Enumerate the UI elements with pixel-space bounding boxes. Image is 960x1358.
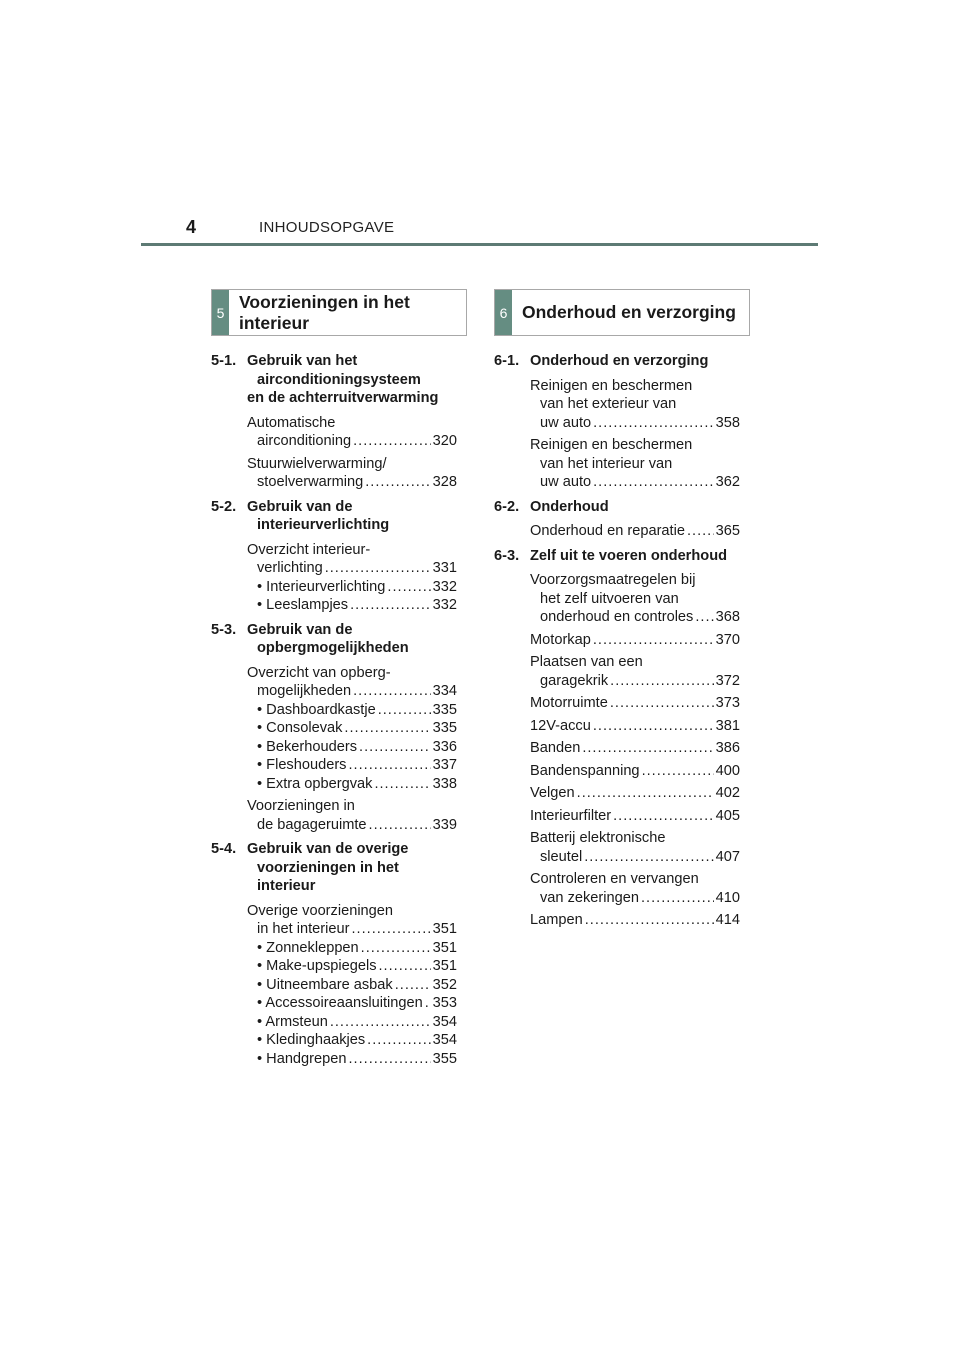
- toc-entry[interactable]: Batterij elektronische sleutel ..... 407: [530, 829, 740, 866]
- toc-entry[interactable]: Overige voorzieningen in het interieur ..... 351 • Zonnekleppen ..... 351 • Make-upspiegels ..... 351 • Uitneembare asbak ..... 352 • Accessoireaansluitingen ..... 353 • Armsteun ..... 354 • Kledinghaakjes ..... 354 • Handgrepen ..... 355: [247, 902, 457, 1069]
- toc-entry[interactable]: Voorzieningen in de bagageruimte ..... 339: [247, 797, 457, 834]
- toc-entry[interactable]: Reinigen en beschermen van het exterieur van uw auto ..... 358: [530, 377, 740, 433]
- chapter-6-title: Onderhoud en verzorging: [522, 302, 736, 322]
- toc-entry[interactable]: Bandenspanning ..... 400: [530, 762, 740, 781]
- toc-entry[interactable]: Banden ..... 386: [530, 739, 740, 758]
- section-5-1[interactable]: 5-1. Gebruik van het airconditioningsysteem en de achterruitverwarming: [211, 353, 439, 406]
- chapter-5-heading[interactable]: [211, 289, 467, 336]
- toc-subentry[interactable]: • Extra opbergvak ..... 338: [247, 775, 457, 794]
- toc-entry[interactable]: Controleren en vervangen van zekeringen ..... 410: [530, 870, 740, 907]
- toc-entry[interactable]: Velgen ..... 402: [530, 784, 740, 803]
- toc-subentry[interactable]: • Handgrepen ..... 355: [247, 1050, 457, 1069]
- toc-entry[interactable]: Plaatsen van een garagekrik ..... 372: [530, 653, 740, 690]
- chapter-6-number: 6: [495, 290, 512, 335]
- page-title: INHOUDSOPGAVE: [259, 219, 395, 236]
- toc-subentry[interactable]: • Kledinghaakjes ..... 354: [247, 1031, 457, 1050]
- section-5-3[interactable]: 5-3. Gebruik van de opbergmogelijkheden: [211, 621, 409, 656]
- chapter-5-title: Voorzieningen in het interieur: [239, 291, 410, 333]
- toc-subentry[interactable]: • Fleshouders ..... 337: [247, 756, 457, 775]
- toc-entry[interactable]: Automatische airconditioning ..... 320: [247, 414, 457, 451]
- toc-entry[interactable]: Overzicht van opberg- mogelijkheden ..... 334 • Dashboardkastje ..... 335 • Consolevak ..... 335 • Bekerhouders ..... 336 • Fleshouders ..... 337 • Extra opbergvak ..... 338: [247, 664, 457, 794]
- toc-subentry[interactable]: • Bekerhouders ..... 336: [247, 738, 457, 757]
- toc-entry[interactable]: 12V-accu ..... 381: [530, 717, 740, 736]
- toc-entry[interactable]: Motorruimte ..... 373: [530, 694, 740, 713]
- toc-entry[interactable]: Reinigen en beschermen van het interieur van uw auto ..... 362: [530, 436, 740, 492]
- toc-entry[interactable]: Onderhoud en reparatie ..... 365: [530, 522, 740, 541]
- section-5-2[interactable]: 5-2. Gebruik van de interieurverlichting: [211, 498, 390, 533]
- toc-entry[interactable]: Stuurwielverwarming/ stoelverwarming ..... 328: [247, 455, 457, 492]
- section-6-2[interactable]: 6-2. Onderhoud: [494, 498, 609, 515]
- toc-subentry[interactable]: • Consolevak ..... 335: [247, 719, 457, 738]
- page-ref: 320: [432, 433, 457, 449]
- toc-subentry[interactable]: • Uitneembare asbak ..... 352: [247, 976, 457, 995]
- toc-subentry[interactable]: • Zonnekleppen ..... 351: [247, 939, 457, 958]
- section-6-3[interactable]: 6-3. Zelf uit te voeren onderhoud: [494, 547, 728, 564]
- toc-subentry[interactable]: • Interieurverlichting ..... 332: [247, 578, 457, 597]
- page-ref: 328: [432, 474, 457, 490]
- toc-subentry[interactable]: • Accessoireaansluitingen ..... 353: [247, 994, 457, 1013]
- toc-subentry[interactable]: • Leeslampjes ..... 332: [247, 596, 457, 615]
- toc-entry[interactable]: Interieurfilter ..... 405: [530, 807, 740, 826]
- chapter-5-toc: [211, 352, 457, 1072]
- chapter-6-heading[interactable]: [494, 289, 750, 336]
- toc-subentry[interactable]: • Make-upspiegels ..... 351: [247, 957, 457, 976]
- toc-entry[interactable]: Motorkap ..... 370: [530, 631, 740, 650]
- toc-subentry[interactable]: • Armsteun ..... 354: [247, 1013, 457, 1032]
- section-6-1[interactable]: 6-1. Onderhoud en verzorging: [494, 353, 709, 369]
- toc-entry[interactable]: Overzicht interieur- verlichting ..... 331 • Interieurverlichting ..... 332 • Leeslampjes ..... 332: [247, 541, 457, 615]
- chapter-5-number: 5: [212, 290, 229, 335]
- toc-subentry[interactable]: • Dashboardkastje ..... 335: [247, 701, 457, 720]
- toc-entry[interactable]: Voorzorgsmaatregelen bij het zelf uitvoeren van onderhoud en controles ..... 368: [530, 571, 740, 627]
- section-5-4[interactable]: 5-4. Gebruik van de overige voorzieningen in het interieur: [211, 841, 409, 894]
- header-rule: [141, 243, 818, 246]
- page-number: 4: [186, 217, 197, 237]
- chapter-6-toc: [494, 352, 740, 934]
- toc-entry[interactable]: Lampen ..... 414: [530, 911, 740, 930]
